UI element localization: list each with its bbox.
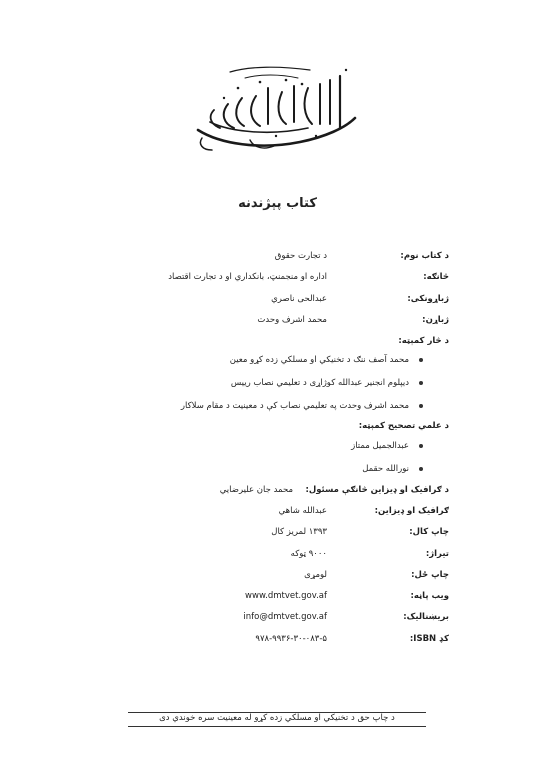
field-label-book-name: د کتاب نوم: [400, 251, 449, 261]
bullet-icon [419, 381, 423, 385]
bismillah-calligraphy-icon [190, 58, 360, 158]
field-value-circulation: ۹۰۰۰ ټوکه [290, 549, 327, 559]
copyright-notice: د چاپ حق د تخنیکي او مسلکي زده کړو له معینیت سره خوندي دی [159, 713, 395, 723]
field-label-graphics: ګرافیک او ډیزاین: [374, 506, 449, 516]
page-title: کتاب پېژندنه [238, 196, 317, 211]
review-member: محمد آصف ننګ د تخنیکي او مسلکي زده کړو معین [229, 355, 409, 365]
field-value-translator: عبدالحی ناصري [271, 294, 327, 304]
field-label-isbn: کډ ISBN: [409, 634, 449, 644]
review-member: محمد اشرف وحدت په تعلیمي نصاب کې د معینیت د مقام سلاکار [180, 401, 409, 411]
field-label-department: څانګه: [423, 272, 449, 282]
correction-member: نورالله حقمل [362, 464, 409, 474]
field-label-print-year: چاپ کال: [409, 527, 449, 537]
review-committee-label: د څار کمېټه: [398, 336, 449, 346]
field-value-book-name: د تجارت حقوق [274, 251, 327, 261]
field-value-edition: لومړی [304, 570, 327, 580]
website-link[interactable]: www.dmtvet.gov.af [245, 591, 327, 601]
field-label-editor: ژباړن: [422, 315, 449, 325]
correction-committee-label: د علمي تصحیح کمېټه: [358, 421, 449, 431]
footer-bottom-rule [128, 726, 426, 727]
review-member: دیپلوم انجنیر عبدالله کوژاړی د تعلیمي نصاب رییس [230, 378, 409, 388]
field-label-website: ویب پاڼه: [410, 591, 449, 601]
field-label-edition: چاپ ځل: [411, 570, 449, 580]
field-value-graphics: عبدالله شاهي [278, 506, 327, 516]
field-label-email: بریښنالیک: [403, 612, 449, 622]
list-item [351, 441, 409, 451]
list-item [231, 378, 409, 388]
field-value-print-year: ۱۳۹۳ لمریز کال [271, 527, 327, 537]
field-value-isbn: ۹۷۸-۹۹۳۶-۳۰-۰۸۳-۵ [255, 634, 327, 644]
correction-member: عبدالجمیل ممتاز [351, 441, 409, 451]
list-item [362, 464, 409, 474]
list-item [230, 355, 409, 365]
bullet-icon [419, 467, 423, 471]
field-value-editor: محمد اشرف وحدت [257, 315, 327, 325]
email-link[interactable]: info@dmtvet.gov.af [243, 612, 327, 622]
field-label-circulation: تیراژ: [425, 549, 449, 559]
field-label-graphics-head: د ګرافیک او ډیزاین څانګې مسئول: [305, 485, 449, 495]
list-item [181, 401, 409, 411]
field-label-translator: ژباړونکی: [407, 294, 449, 304]
bullet-icon [419, 444, 423, 448]
field-value-graphics-head: محمد جان علیرضایي [219, 485, 293, 495]
bullet-icon [419, 358, 423, 362]
bullet-icon [419, 404, 423, 408]
field-value-department: اداره او منجمنټ، بانکداري او د تجارت اقتصاد [168, 272, 327, 282]
